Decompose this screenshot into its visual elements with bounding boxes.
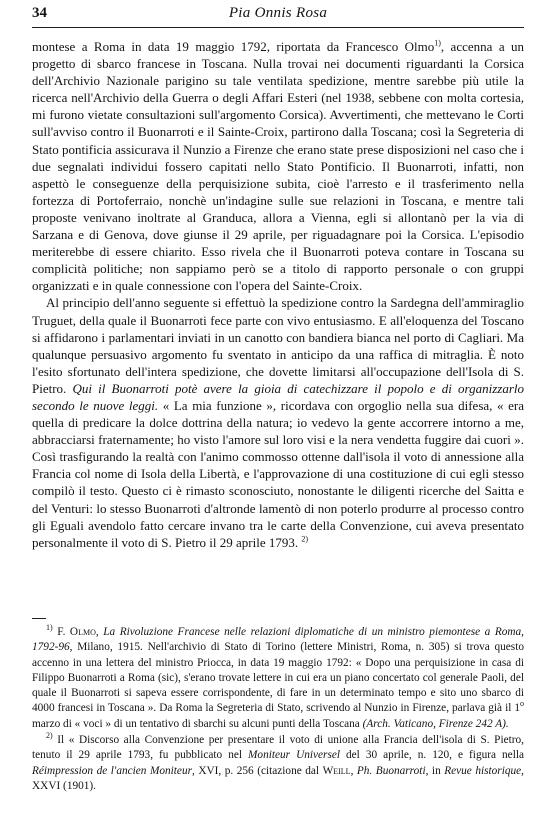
running-header — [32, 4, 524, 26]
footnote-2-text-e: , XXVI (1901). — [32, 764, 524, 792]
footnote-ref-1: 1) — [434, 38, 441, 48]
footnote-2 — [32, 733, 524, 794]
footnote-2-journal: Revue historique — [444, 764, 522, 777]
footnote-2-text-a: Il « Discorso alla Convenzione per presentare il voto di unione alla Francia dell'isola di S. Pietro, tenuto il 29 aprile 1793, fu pubblicato nel — [32, 734, 524, 762]
header-rule — [32, 27, 524, 28]
footnote-2-text-b: del 30 aprile, n. 120, e figura nella — [340, 749, 524, 762]
footnote-2-comma: , — [350, 764, 357, 777]
main-text — [32, 38, 524, 551]
book-page — [32, 0, 524, 829]
footnote-1-archive: (Arch. Vaticano, Firenze 242 A). — [362, 717, 509, 730]
footnote-1-author: F. Olmo — [57, 626, 96, 638]
footnote-2-moniteur: Moniteur Universel — [248, 749, 340, 762]
footnote-1: $^{1)}$ F. Olmo, La Rivoluzione Francese nelle relazioni diplomatiche di un ministro piemontese a Roma, 1792-96, Milano, 1915. Nell'archivio di Stato di Torino (lettere Ministri, Roma, n. 305) si trova questo accenno in una lettera del ministro Priocca, in data 19 maggio 1792: « Dopo una perquisizione in casa di Filippo Buonarroti a Roma (sic), s'erano trovate lettere in cui era un piano concertato col generale Paoli, del quale il Buonarroti si sapeva essere corrispondente, di fare in un determinato tempo e sito uno sbarco di 4000 francesi in Toscana ». Da Roma la Segreteria di Stato, scrivendo al Nunzio in Firenze, parlava già il 1$^o$ marzo di « voci » di un tentativo di sbarchi su alcuni punti della Toscana (Arch. Vaticano, Firenze 242 A). — [32, 623, 524, 730]
footnote-rule — [32, 618, 46, 619]
footnote-2-number: 2) — [46, 731, 53, 741]
footnote-2-text-c: , XVI, p. 256 (citazione dal — [192, 764, 323, 777]
paragraph-1-text-a: montese a Roma in data 19 maggio 1792, riportata da Francesco Olmo — [32, 39, 435, 54]
paragraph-2-text-a: Al principio dell'anno seguente si effettuò la spedizione contro la Sardegna dell'ammiraglio Truguet, della quale il Buonarroti fece parte con vivo entusiasmo. E all'eloquenza del Toscano si affidarono i parlamentari inviati in un canotto con bandiera bianca nel porto di Cagliari. Ma qualunque persuasivo argomento fu sventato in anticipo da una raffica di mitraglia. È noto l'esito sfortunato dell'intera spedizione, che dovette limitarsi all'occupazione dell'Isola di S. Pietro. — [32, 295, 524, 396]
footnote-1-ordinal: o — [520, 699, 524, 709]
footnote-ref-2: 2) — [301, 534, 309, 544]
paragraph-2 — [32, 294, 524, 550]
footnote-2-author: Weill — [322, 764, 351, 777]
paragraph-2-italic: Qui il Buonarroti potè avere la gioia di catechizzare il popolo e di organizzarlo secondo le nuove leggi. — [32, 380, 524, 413]
paragraph-2-text-b: « La mia funzione », ricordava con orgoglio nella sua difesa, « era quella di predicare la dolce dottrina della natura; io vedevo la gente accorrere intorno a me, abbracciarsi fraternamente; ho visto l'amore sul loro visi e la nera vendetta fuggire dai cuori ». Così trasfigurando la realtà con l'animo commosso ottenne dall'isola il voto di annessione alla Francia col nome di Isola della Libertà, e l'approvazione di una costituzione di cui egli stesso compilò il testo. Questo ci è rimasto sconosciuto, nonostante le diligenti ricerche del Saitta e del Venturi: lo stesso Buonarroti d'altronde lamentò di non poterlo produrre al processo contro gli Eguali avendolo fatto cercare invano tra le carte della Convenzione, cui aveva presentato personalmente il voto di S. Pietro il 29 aprile 1793. — [32, 397, 525, 550]
page-number: 34 — [32, 5, 47, 21]
running-title: Pia Onnis Rosa — [228, 5, 328, 21]
footnote-2-reimpression: Réimpression de l'ancien Moniteur — [32, 764, 192, 777]
footnote-1-text-b: marzo di « voci » di un tentativo di sbarchi su alcuni punti della Toscana — [32, 717, 363, 730]
footnote-2-work: Ph. Buonarroti — [356, 764, 426, 777]
footnotes — [32, 625, 524, 794]
paragraph-1-text-b: , accenna a un progetto di sbarco francese in Toscana. Nulla trovai nei documenti riguardanti la Corsica dell'Archivio Nazionale parigino su tale ventilata spedizione, mentre sarebbe più utile la ricerca nell'Archivio della Guerra o degli Affari Esteri (nel 1938, sebbene con molta cortesia, mi furono vietate consultazioni sull'argomento Corsica). Avvertimenti, che mettevano le Corti sull'avviso contro il Buonarroti e il Sainte-Croix, partirono dalla Toscana; così la Segreteria di Stato pontificia assicurava il Nunzio a Firenze che erano state prese disposizioni nel caso che i due segnalati individui fossero capitati nello Stato Pontificio. Il Buonarroti, infatti, non aspettò le conseguenze della perquisizione subita, cioè l'arresto e il trasferimento nella fortezza di Portoferraio, nonchè un'indagine sulle sue relazioni in Toscana, e mentre tali proposte venivano inoltrate al Granduca, allora a Vienna, egli si allontanò per la via di Sarzana e di Genova, dove giunse il 29 aprile, per riguadagnare poi la Corsica. L'episodio meriterebbe di essere chiarito. Esso rivela che il Buonarroti poteva contare in Toscana su complicità politiche; non sappiamo però se a titolo di rapporto personale o con gruppi organizzati e in quale connessione con l'opera del Sainte-Croix. — [32, 39, 524, 294]
footnote-2-text-d: , in — [425, 764, 445, 777]
footnote-1-title: La Rivoluzione Francese nelle relazioni diplomatiche di un ministro piemontese a Roma, 1792-96 — [32, 626, 524, 654]
paragraph-1 — [32, 38, 524, 294]
footnote-1-number: 1) — [46, 623, 53, 633]
footnote-1-text-a: , Milano, 1915. Nell'archivio di Stato di Torino (lettere Ministri, Roma, n. 305) si trova questo accenno in una lettera del ministro Priocca, in data 19 maggio 1792: « Dopo una perquisizione in casa di Filippo Buonarroti a Roma (sic), s'erano trovate lettere in cui era un piano concertato col generale Paoli, del quale il Buonarroti si sapeva essere corrispondente, di fare in un determinato tempo e sito uno sbarco di 4000 francesi in Toscana ». Da Roma la Segreteria di Stato, scrivendo al Nunzio in Firenze, parlava già il 1 — [32, 641, 524, 715]
